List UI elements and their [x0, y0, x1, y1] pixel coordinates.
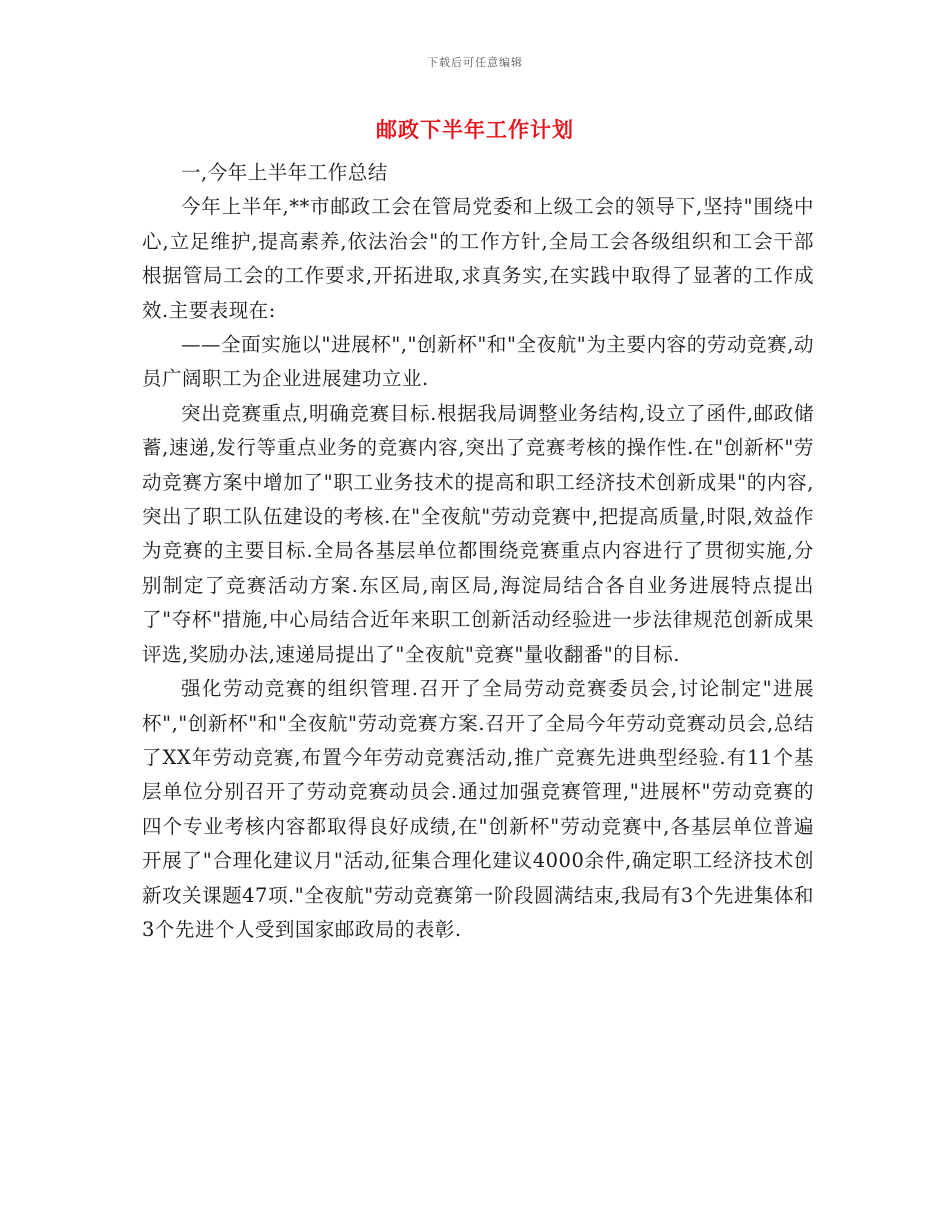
document-body — [142, 156, 814, 947]
paragraph-focus: 突出竞赛重点,明确竞赛目标.根据我局调整业务结构,设立了函件,邮政储蓄,速递,发行等重点业务的竞赛内容,突出了竞赛考核的操作性.在"创新杯"劳动竞赛方案中增加了"职工业务技术的提高和职工经济技术创新成果"的内容,突出了职工队伍建设的考核.在"全夜航"劳动竞赛中,把提高质量,时限,效益作为竞赛的主要目标.全局各基层单位都围绕竞赛重点内容进行了贯彻实施,分别制定了竞赛活动方案.东区局,南区局,海淀局结合各自业务进展特点提出了"夺杯"措施,中心局结合近年来职工创新活动经验进一步法律规范创新成果评选,奖励办法,速递局提出了"全夜航"竞赛"量收翻番"的目标. — [142, 401, 814, 666]
header-note: 下载后可任意编辑 — [427, 56, 523, 69]
paragraph-management: 强化劳动竞赛的组织管理.召开了全局劳动竞赛委员会,讨论制定"进展杯","创新杯"和"全夜航"劳动竞赛方案.召开了全局今年劳动竞赛动员会,总结了XX年劳动竞赛,布置今年劳动竞赛活动,推广竞赛先进典型经验.有11个基层单位分别召开了劳动竞赛动员会.通过加强竞赛管理,"进展杯"劳动竞赛的四个专业考核内容都取得良好成绩,在"创新杯"劳动竞赛中,各基层单位普遍开展了"合理化建议月"活动,征集合理化建议4000余件,确定职工经济技术创新攻关课题47项."全夜航"劳动竞赛第一阶段圆满结束,我局有3个先进集体和3个先进个人受到国家邮政局的表彰. — [142, 677, 814, 941]
paragraph-competition: ——全面实施以"进展杯","创新杯"和"全夜航"为主要内容的劳动竞赛,动员广阔职工为企业进展建功立业. — [142, 333, 814, 391]
paragraph-intro: 今年上半年,**市邮政工会在管局党委和上级工会的领导下,坚持"围绕中心,立足维护,提高素养,依法治会"的工作方针,全局工会各级组织和工会干部根据管局工会的工作要求,开拓进取,求真务实,在实践中取得了显著的工作成效.主要表现在: — [142, 195, 814, 322]
section-heading: 一,今年上半年工作总结 — [181, 161, 388, 184]
document-title: 邮政下半年工作计划 — [376, 117, 574, 142]
